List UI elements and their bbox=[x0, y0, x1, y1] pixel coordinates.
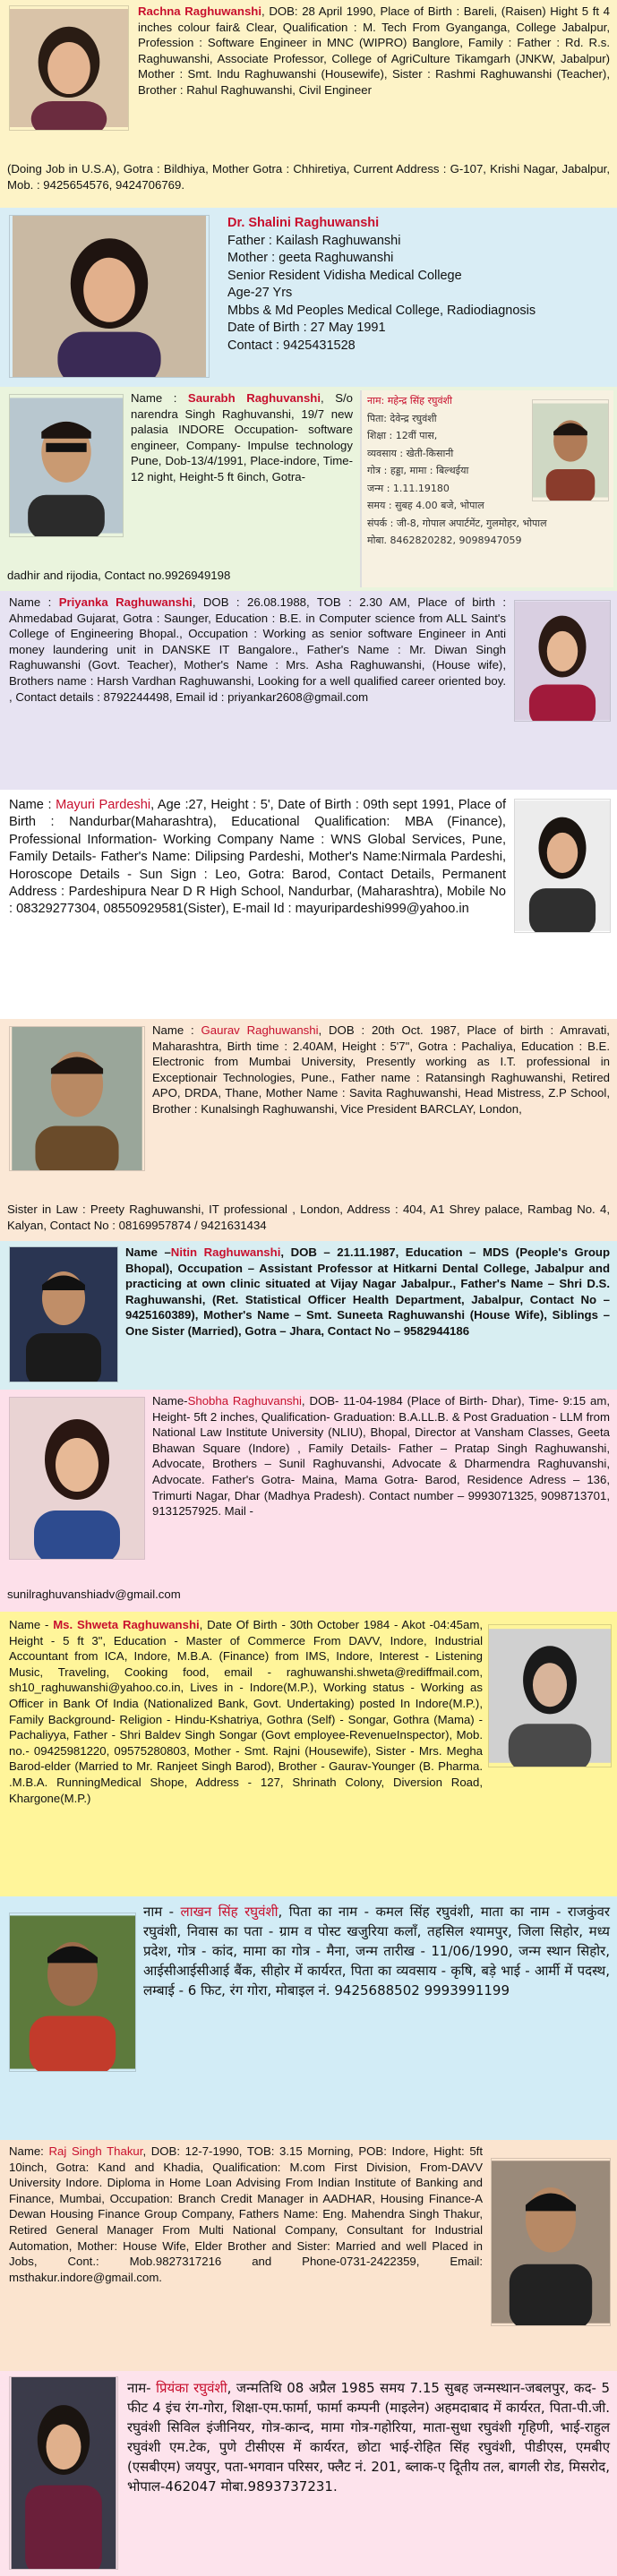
entry-name: Saurabh Raghuvanshi bbox=[187, 391, 321, 405]
bio-text bbox=[152, 1393, 610, 1519]
name-label: नाम- bbox=[127, 2380, 151, 2396]
entry-bio: , S/o narendra Singh Raghuvanshi, 19/7 new palasia INDORE Occupation- software engineer, Company- Impulse technology Pune, Dob-13/4/1991, Place-indore, Time-12 night, Height-5 ft 6inch, Gotra- bbox=[131, 391, 354, 484]
entry-bio: , पिता का नाम - कमल सिंह रघुवंशी, माता का नाम - राजकुंवर रघुवंशी, निवास का पता - ग्राम व पोस्ट खजुरिया कलाँ, तहसिल श्यामपुर, जिला सिहोर, मध्य प्रदेश, गोत्र - कांद, मामा का गोत्र - मैना, जन्म तारीख - 11/06/1990, जन्म स्थान सिहोर, आईसीआईसीआई बैंक, सीहोर में कार्यरत, पिता का व्यवसाय - कृषि, बड़े भाई - आर्मी में पदस्थ, लम्बाई - 6 फिट, रंग गोरा, मोबाइल नं. 9425688502 9993991199 bbox=[143, 1904, 610, 1998]
woman-portrait-icon bbox=[10, 6, 128, 130]
profile-photo bbox=[532, 399, 609, 501]
bio-text bbox=[125, 1245, 610, 1339]
entry-name: Raj Singh Thakur bbox=[48, 2144, 143, 2158]
detail-line: मोबा. 8462820282, 9098947059 bbox=[367, 535, 522, 546]
bio-text bbox=[138, 4, 610, 98]
man-portrait-icon bbox=[10, 1247, 117, 1382]
profile-photo bbox=[491, 2158, 611, 2326]
profile-photo bbox=[9, 1913, 136, 2072]
woman-portrait-icon bbox=[10, 2377, 117, 2569]
detail-line: व्यवसाय : खेती-किसानी bbox=[367, 447, 454, 459]
entry-bio: , Age :27, Height : 5', Date of Birth : 09th sept 1991, Place of Birth : Nandurbar(Maharashtra), Educational Qualification: MBA (Finance), Professional Information- Working Company Name : WNS Global Services, Pune, Family Details- Father's Name: Dilipsing Pardeshi, Mother's Name:Nirmala Pardeshi, Horoscope Details - Sun Sign : Leo, Gotra: Barod, Contact Details, Permanent Address : Pardeshipura Near D R High School, Nandurbar, (Maharashtra), Mobile No : 08329277304, 08550929581(Sister), E-mail Id : mayuripardeshi999@yahoo.in bbox=[9, 798, 506, 917]
detail-line: Father : Kailash Raghuwanshi bbox=[227, 233, 401, 248]
entry-gaurav bbox=[0, 1019, 617, 1241]
profile-photo bbox=[514, 600, 611, 722]
bio-text bbox=[152, 1023, 610, 1117]
entry-shobha bbox=[0, 1390, 617, 1612]
entry-name: लाखन सिंह रघुवंशी bbox=[180, 1904, 279, 1920]
entry-name: Nitin Raghuwanshi bbox=[170, 1245, 281, 1259]
entry-raj-singh bbox=[0, 2140, 617, 2371]
entry-shalini bbox=[0, 208, 617, 387]
entry-bio: , जन्मतिथि 08 अप्रैल 1985 समय 7.15 सुबह जन्मस्थान-जबलपुर, कद- 5 फीट 4 इंच रंग-गोरा, शिक्षा-एम.फार्मा, फार्मा कम्पनी (माइलेन) अहमदाबाद में कार्यरत, पिता-पी.जी. रघुवंशी सिविल इंजीनियर, गोत्र-कान्द, मामा गोत्र-गहोरिया, माता-सुधा रघुवंशी गृहिणी, भाई-राहुल रघुवंशी एम.टेक, पुणे टीसीएस में कार्यरत, छोटा भाई-रोहित सिंह रघुवंशी, पीडीएस, एमबीए (एसबीएम) जयपुर, पता-भगवान परिसर, फ्लैट नं. 201, ब्लाक-ए दूितीय तल, बागली रोड, मिसरोद, भोपाल-462047 मोबा.9893737231. bbox=[127, 2380, 611, 2495]
woman-portrait-icon bbox=[515, 800, 610, 932]
entry-name: Priyanka Raghuwanshi bbox=[58, 595, 193, 609]
entry-name: Mayuri Pardeshi bbox=[56, 798, 151, 812]
entry-bio: , Date Of Birth - 30th October 1984 - Akot -04:45am, Height - 5 ft 3", Education - Master of Commerce From DAVV, Indore, Industrial Accountant from ICA, Indore, M.B.A. (Finance) from IMS, Indore, Interest - Listening Music, Traveling, Cooking food, email - raghuwanshi.shweta@rediffmail.com, sh10_raghuwanshi@yahoo.co.in, Lives in - Indore(M.P.), Working status - Working as Officer in Bank Of India (Nationalized Bank, Govt. Undertaking) posted In Indore(M.P.), Family Background- Religion - Hindu-Kshatriya, Gothra (Self) - Songar, Gothra (Mama) - Pachaliyya, Father - Shri Baldev Singh Songar (Govt employee-RevenueInspector), Mob. no.- 09425981220, 09575280803, Mother - Smt. Rajni (Housewife), Sister - Mrs. Megha Barod-elder (Married to Mr. Ranjeet Singh Barod), Brother - Gaurav-Younger (B. Pharma. .M.B.A. RunningMedical Shope, Address - 127, Shrinath Colony, Diversion Road, Khargone(M.P.) bbox=[9, 1618, 483, 1805]
entry-bio: , DOB : 20th Oct. 1987, Place of birth : Amravati, Maharashtra, Birth time : 2.40AM, Height : 5'7", Gotra : Pachaliya, Education : B.E. Electronic from Mumbai University, Presently working as I.T. professional in Exceptionair Technologies, Pune., Father name : Ratansingh Raghuwanshi, Retired APO, DRDA, Thane, Mother Name : Savita Raghuwanshi, Head Mistress, Z.P School, Brother : Kunalsingh Raghuwanshi, Vice President BARCLAY, London, bbox=[152, 1023, 610, 1116]
bio-continued: (Doing Job in U.S.A), Gotra : Bildhiya, Mother Gotra : Chhiretiya, Current Address : G-107, Krishi Nagar, Jabalpur, Mob. : 9425654576, 9424706769. bbox=[7, 162, 610, 192]
bio-continued: sunilraghuvanshiadv@gmail.com bbox=[7, 1588, 181, 1601]
entry-lakhan bbox=[0, 1896, 617, 2140]
entry-name: प्रियंका रघुवंशी bbox=[156, 2380, 227, 2396]
profile-photo bbox=[488, 1624, 612, 1767]
man-portrait-icon bbox=[10, 1913, 135, 2071]
entry-nitin bbox=[0, 1241, 617, 1390]
detail-line: Date of Birth : 27 May 1991 bbox=[227, 321, 386, 335]
name-label: Name: bbox=[9, 2144, 44, 2158]
entry-name: Shobha Raghuvanshi bbox=[187, 1394, 302, 1408]
detail-line: पिता: देवेन्द्र रघुवंशी bbox=[367, 412, 437, 424]
detail-line: Contact : 9425431528 bbox=[227, 338, 356, 353]
detail-line: गोत्र : हड्डा, मामा : बिल्थईया bbox=[367, 465, 469, 476]
bio-text bbox=[9, 797, 506, 919]
name-label: Name- bbox=[152, 1394, 188, 1408]
hindi-details bbox=[367, 392, 547, 550]
name-label: Name : bbox=[131, 391, 188, 405]
name-label: Name - bbox=[9, 1618, 49, 1631]
bio-continued: dadhir and rijodia, Contact no.9926949198 bbox=[7, 569, 231, 582]
profile-photo bbox=[9, 215, 210, 378]
second-listing bbox=[360, 390, 613, 587]
name-label: नाम - bbox=[143, 1904, 175, 1920]
bio-continued: Sister in Law : Preety Raghuwanshi, IT professional , London, Address : 404, A1 Shrey palace, Rambag No. 4, Kalyan, Contact No : 08169957874 / 9421631434 bbox=[7, 1202, 610, 1232]
profile-photo bbox=[514, 799, 611, 933]
woman-portrait-icon bbox=[10, 1398, 144, 1559]
profile-photo bbox=[9, 5, 129, 131]
detail-line: Age-27 Yrs bbox=[227, 286, 293, 300]
bio-text bbox=[143, 1902, 610, 2000]
name-label: Name : bbox=[152, 1023, 194, 1037]
woman-portrait-icon bbox=[515, 601, 610, 721]
detail-line: Mother : geeta Raghuwanshi bbox=[227, 251, 394, 265]
bio-text bbox=[131, 390, 353, 485]
man-portrait-icon bbox=[492, 2159, 610, 2325]
bio-text bbox=[9, 595, 506, 705]
entry-priyanka-hindi bbox=[0, 2371, 617, 2576]
profile-photo bbox=[9, 1397, 145, 1560]
woman-portrait-icon bbox=[10, 216, 209, 377]
entry-name: Ms. Shweta Raghuwanshi bbox=[53, 1618, 200, 1631]
entry-saurabh bbox=[0, 387, 617, 591]
entry-bio: , DOB: 12-7-1990, TOB: 3.15 Morning, POB: Indore, Hight: 5ft 10inch, Gotra: Kand and Khadia, Qualification: M.com First Division, From-DAVV University Indore. Diploma in Home Loan Advising From Indian Institute of Banking and Finance, Mumbai, Occupation: Branch Credit Manager in AADHAR, Housing Finance-A Dewan Housing Finance Group Company, Fathers Name: Eng. Mahendra Singh Thakur, Retired General Manager From Multi National Company, Consultant for Industrial Automation, Mother: House Wife, Elder Brother and Sister: Married and well Placed in Jobs, Cont.: Mob.9827317216 and Phone-0731-2422359, Email: msthakur.indore@gmail.com. bbox=[9, 2144, 484, 2284]
entry-name: Gaurav Raghuwanshi bbox=[201, 1023, 319, 1037]
profile-photo bbox=[9, 1026, 145, 1171]
hindi-name: नाम: महेन्द्र सिंह रघुवंशी bbox=[367, 395, 452, 407]
detail-line: Mbbs & Md Peoples Medical College, Radiodiagnosis bbox=[227, 303, 536, 318]
profile-photo bbox=[9, 2376, 118, 2570]
bio-text bbox=[9, 1617, 483, 1806]
man-portrait-icon bbox=[10, 395, 123, 536]
entry-rachna bbox=[0, 0, 617, 208]
detail-line: जन्म : 1.11.19180 bbox=[367, 482, 450, 494]
entry-name: Rachna Raghuwanshi bbox=[138, 4, 262, 18]
entry-shweta bbox=[0, 1612, 617, 1896]
bio-text bbox=[127, 2378, 610, 2496]
entry-bio: , DOB – 21.11.1987, Education – MDS (People's Group Bhopal), Occupation – Assistant Professor at Hitkarni Dental College, Jabalpur and practicing at own clinic situated at Vijay Nagar Jabalpur., Father's Name – Shri D.S. Raghuwanshi, (Ret. Statistical Officer Health Department, Jabalpur, Contact No – 9425160389), Mother's Name – Smt. Suneeta Raghuwanshi (House Wife), Siblings – One Sister (Married), Gotra – Jhara, Contact No – 9582944186 bbox=[125, 1245, 611, 1338]
entry-priyanka bbox=[0, 591, 617, 790]
man-portrait-icon bbox=[533, 400, 608, 501]
detail-line: Senior Resident Vidisha Medical College bbox=[227, 268, 462, 283]
name-label: Name – bbox=[125, 1245, 171, 1259]
detail-line: समय : सुबह 4.00 बजे, भोपाल bbox=[367, 500, 484, 511]
detail-line: शिक्षा : 12वीं पास, bbox=[367, 430, 438, 441]
detail-line: संपर्क : जी-8, गोपाल अपार्टमेंट, गुलमोहर, भोपाल bbox=[367, 517, 547, 529]
man-portrait-icon bbox=[10, 1027, 144, 1170]
profile-photo bbox=[9, 394, 124, 537]
bio-text bbox=[9, 2144, 483, 2285]
entry-bio: , DOB: 28 April 1990, Place of Birth : Bareli, (Raisen) Hight 5 ft 4 inches colour fair& Clear, Qualification : M. Tech From Gyanganga, College Jabalpur, Profession : Software Engineer in MNC (WIPRO) Banglore, Family : Father : Rd. R.s. Raghuwanshi, Associate Professor, College of AgriCulture Tikamgarh (JNKW, Jabalpur) Mother : Smt. Indu Raghuwanshi (Housewife), Sister : Rashmi Raghuwanshi (Teacher), Brother : Rahul Raghuwanshi, Civil Engineer bbox=[138, 4, 610, 97]
entry-name: Dr. Shalini Raghuwanshi bbox=[227, 216, 380, 230]
entry-bio: , DOB : 26.08.1988, TOB : 2.30 AM, Place of birth : Ahmedabad Gujarat, Gotra : Saunger, Education : B.E. in Computer science from ALL Saint's College of Engineering Bhopal., Occupation : Working as senior software Engineer in Anti money laundering unit in DANSKE IT Bangalore., Father's Name : Mr. Diwan Singh Raghuwanshi (Govt. Teacher), Mother's Name : Mrs. Asha Raghuwanshi, (House wife), Brothers name : Harsh Vardhan Raghuwanshi, Looking for a well qualified career oriented boy. , Contact details : 8792244498, Email id : priyankar2608@gmail.com bbox=[9, 595, 507, 704]
bio-text bbox=[227, 215, 608, 355]
entry-mayuri bbox=[0, 790, 617, 1019]
name-label: Name : bbox=[9, 798, 52, 812]
profile-photo bbox=[9, 1246, 118, 1382]
entry-bio: , DOB- 11-04-1984 (Place of Birth- Dhar), Time- 9:15 am, Height- 5ft 2 inches, Qualification- Graduation: B.A.LL.B. & Post Graduation - LLM from National Law Institute University (NLIU), Bhopal, Director at Vansham Classes, Geeta Bhawan Square (Indore) , Family Details- Father – Pratap Singh Raghuwanshi, Advocate, Brothers – Sunil Raghuvanshi, Advocate & Dharmendra Raghuvanshi, Advocate. Father's Gotra- Maina, Mama Gotra- Barod, Residence Adress – 136, Trimurti Nagar, Dhar (Madhya Pradesh). Contact number – 9993071325, 9098713701, 9131257925. Mail - bbox=[152, 1394, 610, 1519]
woman-portrait-icon bbox=[489, 1625, 611, 1767]
name-label: Name : bbox=[9, 595, 59, 609]
